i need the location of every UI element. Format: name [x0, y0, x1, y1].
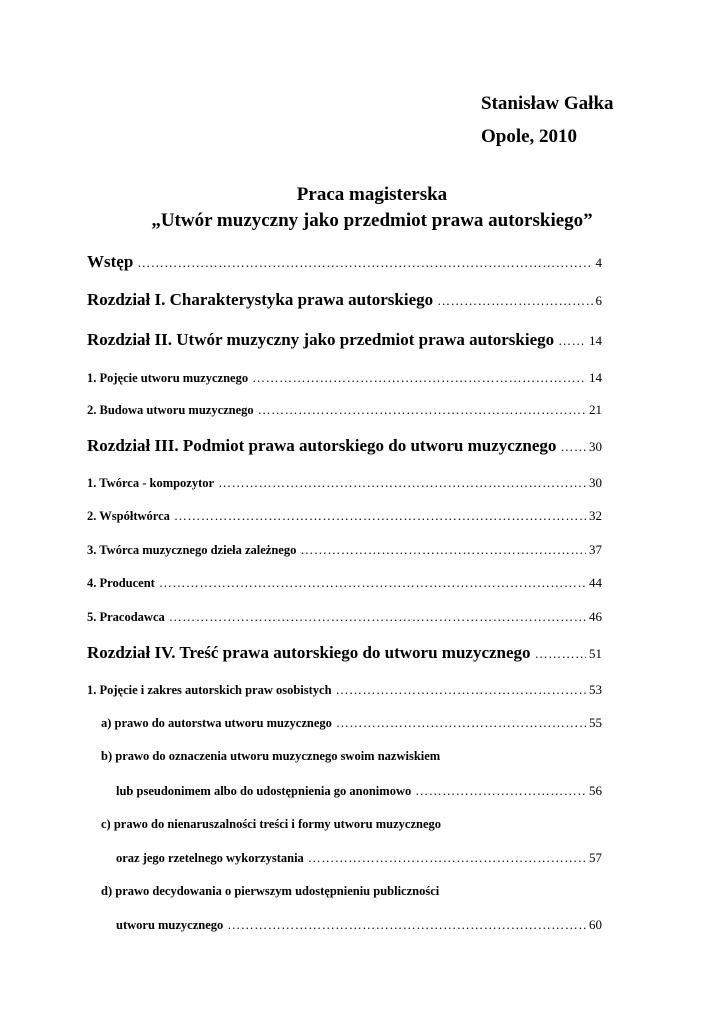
toc-leader-dots: [169, 609, 586, 625]
toc-entry-chapter-2: [87, 330, 602, 350]
toc-entry-label: b) prawo do oznaczenia utworu muzycznego swoim nazwiskiem: [101, 749, 441, 763]
toc-page-number: 37: [589, 542, 602, 557]
toc-page-number: 46: [589, 609, 602, 624]
toc-leader-dots: [159, 575, 586, 591]
toc-entry-label: a) prawo do autorstwa utworu muzycznego: [101, 716, 332, 730]
toc-leader-dots: [558, 333, 586, 349]
toc-leader-dots: [308, 850, 586, 866]
toc-entry-3-1: [87, 475, 602, 491]
toc-page-number: 30: [589, 439, 602, 454]
toc-leader-dots: [300, 542, 586, 558]
toc-entry-4-1: [87, 682, 602, 698]
toc-page-number: 14: [589, 370, 602, 385]
toc-entry-label: d) prawo decydowania o pierwszym udostępnieniu publiczności: [101, 884, 440, 898]
toc-page-number: 57: [589, 850, 602, 865]
toc-page-number: 21: [589, 402, 602, 417]
place-date: Opole, 2010: [481, 126, 578, 147]
toc-page-number: 56: [589, 783, 602, 798]
toc-entry-label: 5. Pracodawca: [87, 610, 165, 624]
toc-entry-4-1-b-line1: [101, 749, 602, 764]
toc-page-number: 6: [595, 293, 602, 308]
toc-leader-dots: [137, 255, 592, 271]
toc-entry-label: Rozdział IV. Treść prawa autorskiego do utworu muzycznego: [87, 643, 531, 662]
toc-page-number: 14: [589, 333, 602, 348]
toc-entry-introduction: [87, 252, 602, 272]
toc-entry-4-1-b-line2: [116, 783, 602, 799]
toc-entry-label: 1. Pojęcie i zakres autorskich praw osobistych: [87, 683, 332, 697]
toc-leader-dots: [218, 475, 586, 491]
toc-entry-label: lub pseudonimem albo do udostępnienia go anonimowo: [116, 784, 412, 798]
toc-entry-2-2: [87, 402, 602, 418]
document-type: Praca magisterska: [296, 184, 448, 205]
toc-entry-label: 1. Pojęcie utworu muzycznego: [87, 371, 249, 385]
toc-entry-label: 3. Twórca muzycznego dzieła zależnego: [87, 543, 297, 557]
toc-entry-label: 2. Współtwórca: [87, 509, 170, 523]
toc-entry-4-1-a: [101, 715, 602, 731]
toc-entry-3-5: [87, 609, 602, 625]
toc-leader-dots: [258, 402, 586, 418]
toc-page-number: 4: [595, 255, 602, 270]
toc-entry-label: Rozdział I. Charakterystyka prawa autorskiego: [87, 290, 434, 309]
toc-entry-4-1-c-line1: [101, 817, 602, 832]
toc-entry-label: 4. Producent: [87, 576, 155, 590]
toc-entry-label: Wstęp: [87, 252, 134, 271]
thesis-title: „Utwór muzyczny jako przedmiot prawa autorskiego”: [151, 210, 593, 231]
toc-page-number: 30: [589, 475, 602, 490]
toc-leader-dots: [227, 917, 586, 933]
toc-page-number: 32: [589, 508, 602, 523]
toc-entry-label: 1. Twórca - kompozytor: [87, 476, 215, 490]
toc-entry-4-1-d-line1: [101, 884, 602, 899]
toc-entry-label: c) prawo do nienaruszalności treści i formy utworu muzycznego: [101, 817, 442, 831]
toc-leader-dots: [437, 293, 592, 309]
toc-leader-dots: [252, 370, 586, 386]
toc-page-number: 44: [589, 575, 602, 590]
author-name: Stanisław Gałka: [481, 93, 614, 114]
toc-entry-label: utworu muzycznego: [116, 918, 224, 932]
toc-entry-3-4: [87, 575, 602, 591]
toc-entry-3-3: [87, 542, 602, 558]
toc-entry-chapter-3: [87, 436, 602, 456]
toc-leader-dots: [560, 439, 586, 455]
toc-leader-dots: [535, 646, 586, 662]
toc-leader-dots: [174, 508, 586, 524]
toc-entry-label: Rozdział II. Utwór muzyczny jako przedmiot prawa autorskiego: [87, 330, 555, 349]
toc-entry-4-1-c-line2: [116, 850, 602, 866]
toc-leader-dots: [415, 783, 586, 799]
toc-entry-label: 2. Budowa utworu muzycznego: [87, 403, 254, 417]
toc-entry-chapter-1: [87, 290, 602, 310]
toc-leader-dots: [336, 682, 586, 698]
toc-leader-dots: [336, 715, 586, 731]
toc-entry-4-1-d-line2: [116, 917, 602, 933]
toc-entry-label: oraz jego rzetelnego wykorzystania: [116, 851, 304, 865]
toc-entry-label: Rozdział III. Podmiot prawa autorskiego do utworu muzycznego: [87, 436, 557, 455]
toc-page-number: 55: [589, 715, 602, 730]
toc-page-number: 53: [589, 682, 602, 697]
toc-entry-3-2: [87, 508, 602, 524]
toc-page-number: 51: [589, 646, 602, 661]
toc-page-number: 60: [589, 917, 602, 932]
toc-entry-chapter-4: [87, 643, 602, 663]
toc-entry-2-1: [87, 370, 602, 386]
